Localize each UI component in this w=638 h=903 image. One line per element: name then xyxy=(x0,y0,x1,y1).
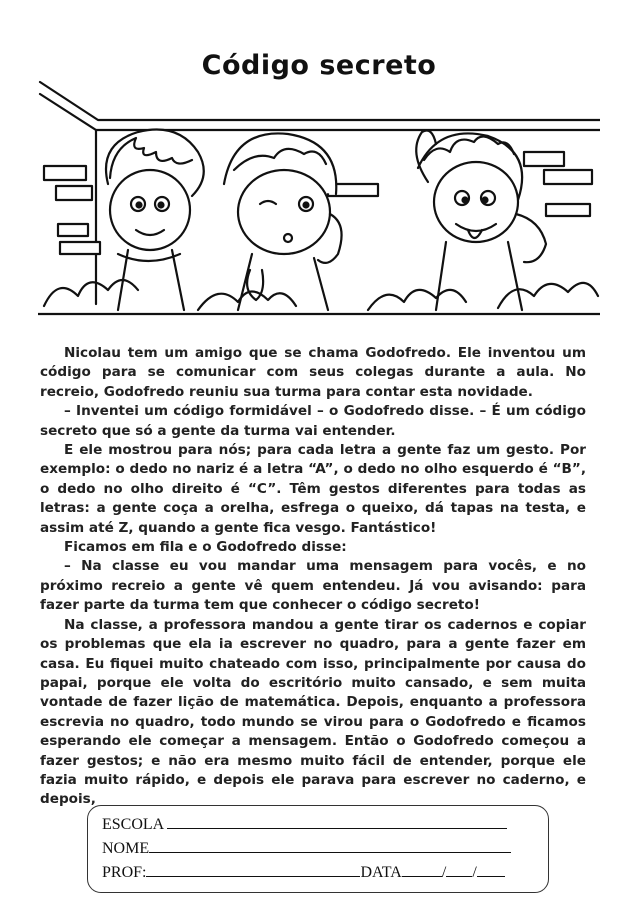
data-label: DATA xyxy=(360,864,402,881)
nome-field[interactable] xyxy=(149,838,511,853)
story-paragraph: – Na classe eu vou mandar uma mensagem para vocês, e no próximo recreio a gente vê quem entendeu. Já vou avisando: para fazer parte da turma tem que conhecer o código secreto! xyxy=(40,558,586,614)
nome-line xyxy=(102,838,511,858)
date-year-field[interactable] xyxy=(477,862,505,877)
escola-label: ESCOLA xyxy=(102,816,164,833)
story-paragraph: E ele mostrou para nós; para cada letra a gente faz um gesto. Por exemplo: o dedo no nariz é a letra “A”, o dedo no olho esquerdo é “B”, o dedo no olho direito é “C”. Têm gestos diferentes para todas as letras: a gente coça a orelha, esfrega o queixo, dá tapas na testa, e assim até Z, quando a gente fica vesgo. Fantástico! xyxy=(40,442,586,536)
story-text xyxy=(40,344,586,810)
student-info-box xyxy=(87,805,549,893)
story-paragraph: Ficamos em fila e o Godofredo disse: xyxy=(64,539,347,556)
page-title: Código secreto xyxy=(201,50,437,81)
story-paragraph: Na classe, a professora mandou a gente tirar os cadernos e copiar os problemas que ela ia escrever no quadro, para a gente fazer em casa. Eu fiquei muito chateado com isso, principalmente por causa do papai, porque ele volta do escritório muito cansado, e sem muita vontade de fazer lição de matemática. Depois, enquanto a professora escrevia no quadro, todo mundo se virou para o Godofredo e ficamos esperando ele começar a mensagem. Então o Godofredo começou a fazer gestos; e não era mesmo muito fácil de entender, porque ele fazia muito rápido, e depois ele parava para escrever no caderno, e depois, xyxy=(40,616,586,808)
date-day-field[interactable] xyxy=(402,862,442,877)
three-kids-illustration-icon xyxy=(38,74,600,322)
nome-label: NOME xyxy=(102,840,150,857)
prof-field[interactable] xyxy=(146,862,360,877)
escola-line xyxy=(102,814,507,834)
escola-field[interactable] xyxy=(167,814,507,829)
date-separator: / xyxy=(472,864,477,881)
date-separator: / xyxy=(441,864,447,881)
story-paragraph: Nicolau tem um amigo que se chama Godofredo. Ele inventou um código para se comunicar com seus colegas durante a aula. No recreio, Godofredo reuniu sua turma para contar esta novidade. xyxy=(40,345,586,400)
prof-line xyxy=(102,862,505,882)
story-paragraph: – Inventei um código formidável – o Godofredo disse. – É um código secreto que só a gente da turma vai entender. xyxy=(40,403,586,439)
prof-label: PROF: xyxy=(102,864,147,881)
date-month-field[interactable] xyxy=(446,862,472,877)
